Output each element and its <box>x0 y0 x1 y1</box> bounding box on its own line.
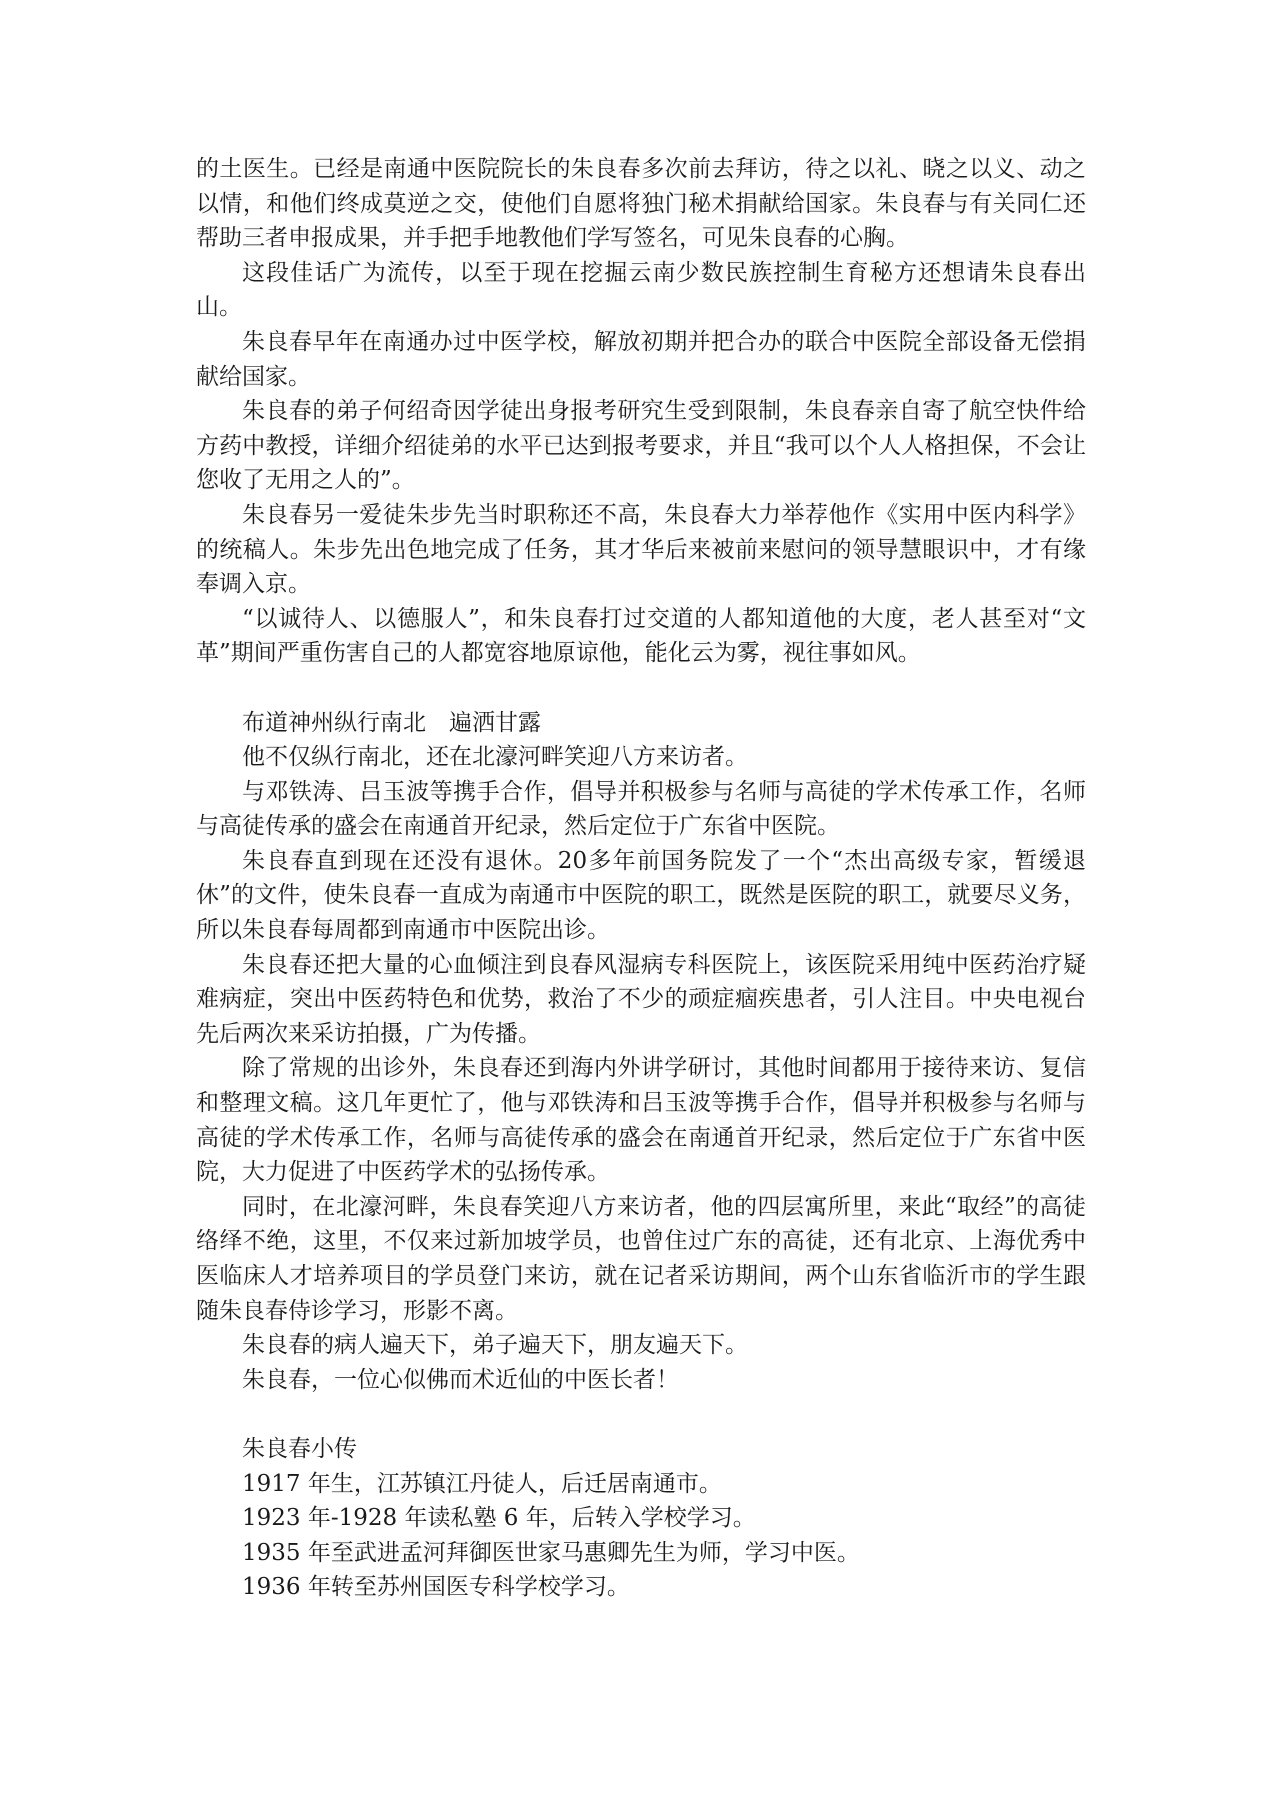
paragraph: 与邓铁涛、吕玉波等携手合作，倡导并积极参与名师与高徒的学术传承工作，名师与高徒传承的盛会在南通首开纪录，然后定位于广东省中医院。 <box>196 778 1086 840</box>
paragraph: “以诚待人、以德服人”，和朱良春打过交道的人都知道他的大度，老人甚至对“文革”期间严重伤害自己的人都宽容地原谅他，能化云为雾，视往事如风。 <box>196 605 1086 667</box>
paragraph: 这段佳话广为流传，以至于现在挖掘云南少数民族控制生育秘方还想请朱良春出山。 <box>196 259 1086 321</box>
timeline-entry: 1936 年转至苏州国医专科学校学习。 <box>242 1574 630 1601</box>
document-page <box>196 152 1086 1605</box>
section-heading: 布道神州纵行南北 遍洒甘露 <box>242 709 541 736</box>
paragraph: 朱良春，一位心似佛而术近仙的中医长者！ <box>242 1366 679 1393</box>
paragraph: 朱良春还把大量的心血倾注到良春风湿病专科医院上，该医院采用纯中医药治疗疑难病症，突出中医药特色和优势，救治了不少的顽症痼疾患者，引人注目。中央电视台先后两次来采访拍摄，广为传播。 <box>196 951 1086 1047</box>
blank-line <box>196 671 1086 706</box>
paragraph: 他不仅纵行南北，还在北濠河畔笑迎八方来访者。 <box>242 744 748 771</box>
timeline-entry: 1917 年生，江苏镇江丹徒人，后迁居南通市。 <box>242 1470 722 1497</box>
paragraph: 朱良春另一爱徒朱步先当时职称还不高，朱良春大力举荐他作《实用中医内科学》的统稿人。朱步先出色地完成了任务，其才华后来被前来慰问的领导慧眼识中，才有缘奉调入京。 <box>196 501 1086 598</box>
paragraph-continued: 的土医生。已经是南通中医院院长的朱良春多次前去拜访，待之以礼、晓之以义、动之以情，和他们终成莫逆之交，使他们自愿将独门秘术捐献给国家。朱良春与有关同仁还帮助三者申报成果，并手把手地教他们学写签名，可见朱良春的心胸。 <box>196 156 1086 252</box>
section-heading: 朱良春小传 <box>242 1435 357 1462</box>
paragraph: 朱良春的弟子何绍奇因学徒出身报考研究生受到限制，朱良春亲自寄了航空快件给方药中教授，详细介绍徒弟的水平已达到报考要求，并且“我可以个人人格担保，不会让您收了无用之人的”。 <box>196 398 1086 494</box>
paragraph: 除了常规的出诊外，朱良春还到海内外讲学研讨，其他时间都用于接待来访、复信和整理文稿。这几年更忙了，他与邓铁涛和吕玉波等携手合作，倡导并积极参与名师与高徒的学术传承工作，名师与高徒传承的盛会在南通首开纪录，然后定位于广东省中医院，大力促进了中医药学术的弘扬传承。 <box>196 1055 1086 1186</box>
paragraph: 朱良春直到现在还没有退休。20多年前国务院发了一个“杰出高级专家，暂缓退休”的文件，使朱良春一直成为南通市中医院的职工，既然是医院的职工，就要尽义务，所以朱良春每周都到南通市中医院出诊。 <box>196 847 1086 944</box>
timeline-entry: 1935 年至武进孟河拜御医世家马惠卿先生为师，学习中医。 <box>242 1539 860 1566</box>
paragraph: 朱良春的病人遍天下，弟子遍天下，朋友遍天下。 <box>242 1332 748 1359</box>
timeline-entry: 1923 年-1928 年读私塾 6 年，后转入学校学习。 <box>242 1505 756 1532</box>
paragraph: 朱良春早年在南通办过中医学校，解放初期并把合办的联合中医院全部设备无偿捐献给国家。 <box>196 328 1086 390</box>
paragraph: 同时，在北濠河畔，朱良春笑迎八方来访者，他的四层寓所里，来此“取经”的高徒络绎不绝，这里，不仅来过新加坡学员，也曾住过广东的高徒，还有北京、上海优秀中医临床人才培养项目的学员登门来访，就在记者采访期间，两个山东省临沂市的学生跟随朱良春侍诊学习，形影不离。 <box>196 1193 1086 1324</box>
blank-line <box>196 1397 1086 1432</box>
